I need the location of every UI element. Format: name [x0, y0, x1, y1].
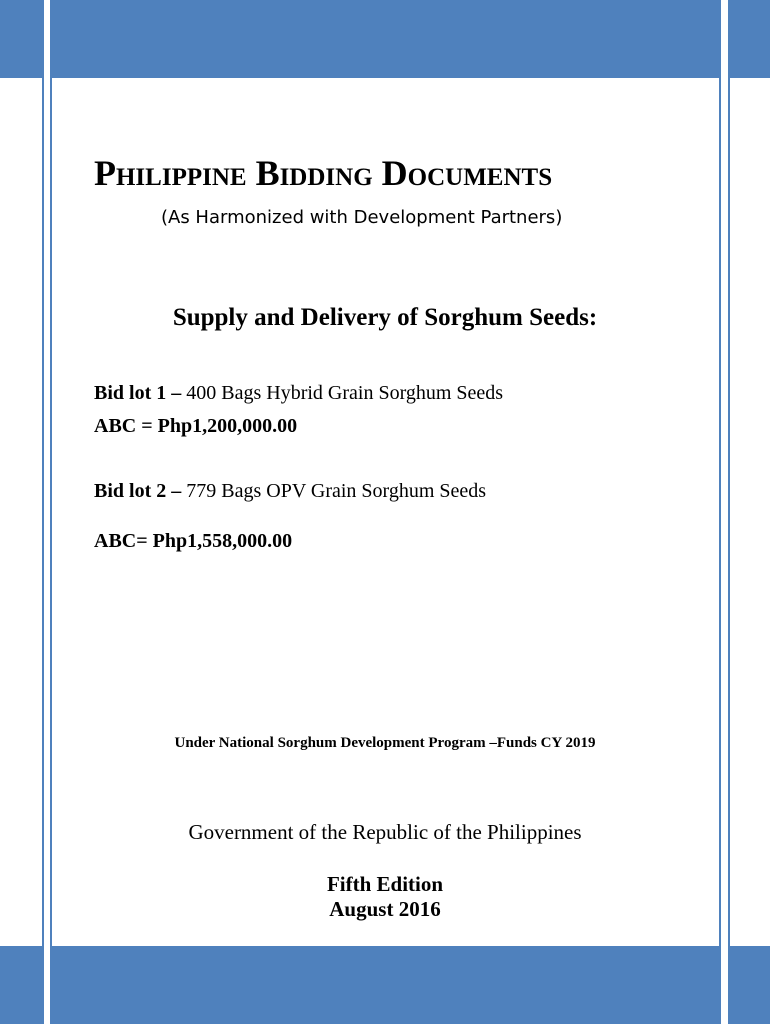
funding-program: Under National Sorghum Development Program –Funds CY 2019 [174, 735, 596, 751]
document-subtitle: (As Harmonized with Development Partners) [161, 207, 563, 228]
bid-lot-1-abc: ABC = Php1,200,000.00 [94, 415, 298, 437]
bid-lot-2 [94, 480, 486, 503]
top-right-corner-block [730, 0, 770, 78]
edition-date: August 2016 [329, 897, 441, 921]
bottom-right-corner-block [730, 946, 770, 1024]
top-left-corner-block [0, 0, 42, 78]
left-border-line-outer [42, 0, 44, 1024]
bottom-banner [52, 946, 719, 1024]
top-banner [52, 0, 719, 78]
right-border-line-outer [728, 0, 730, 1024]
project-title: Supply and Delivery of Sorghum Seeds: [172, 304, 598, 331]
right-border-line-inner [719, 0, 721, 1024]
bid-lot-1 [94, 382, 503, 405]
document-title: Philippine Bidding Documents [94, 153, 553, 193]
edition-label: Fifth Edition [326, 872, 444, 896]
bid-lot-2-description: 779 Bags OPV Grain Sorghum Seeds [186, 480, 487, 502]
bid-lot-2-label: Bid lot 2 – [94, 480, 182, 502]
bid-lot-2-abc: ABC= Php1,558,000.00 [94, 530, 293, 552]
bid-lot-1-label: Bid lot 1 – [94, 382, 182, 404]
bid-lot-1-description: 400 Bags Hybrid Grain Sorghum Seeds [186, 382, 504, 404]
left-border-line-inner [50, 0, 52, 1024]
government-name: Government of the Republic of the Philippines [188, 820, 582, 844]
bottom-left-corner-block [0, 946, 42, 1024]
